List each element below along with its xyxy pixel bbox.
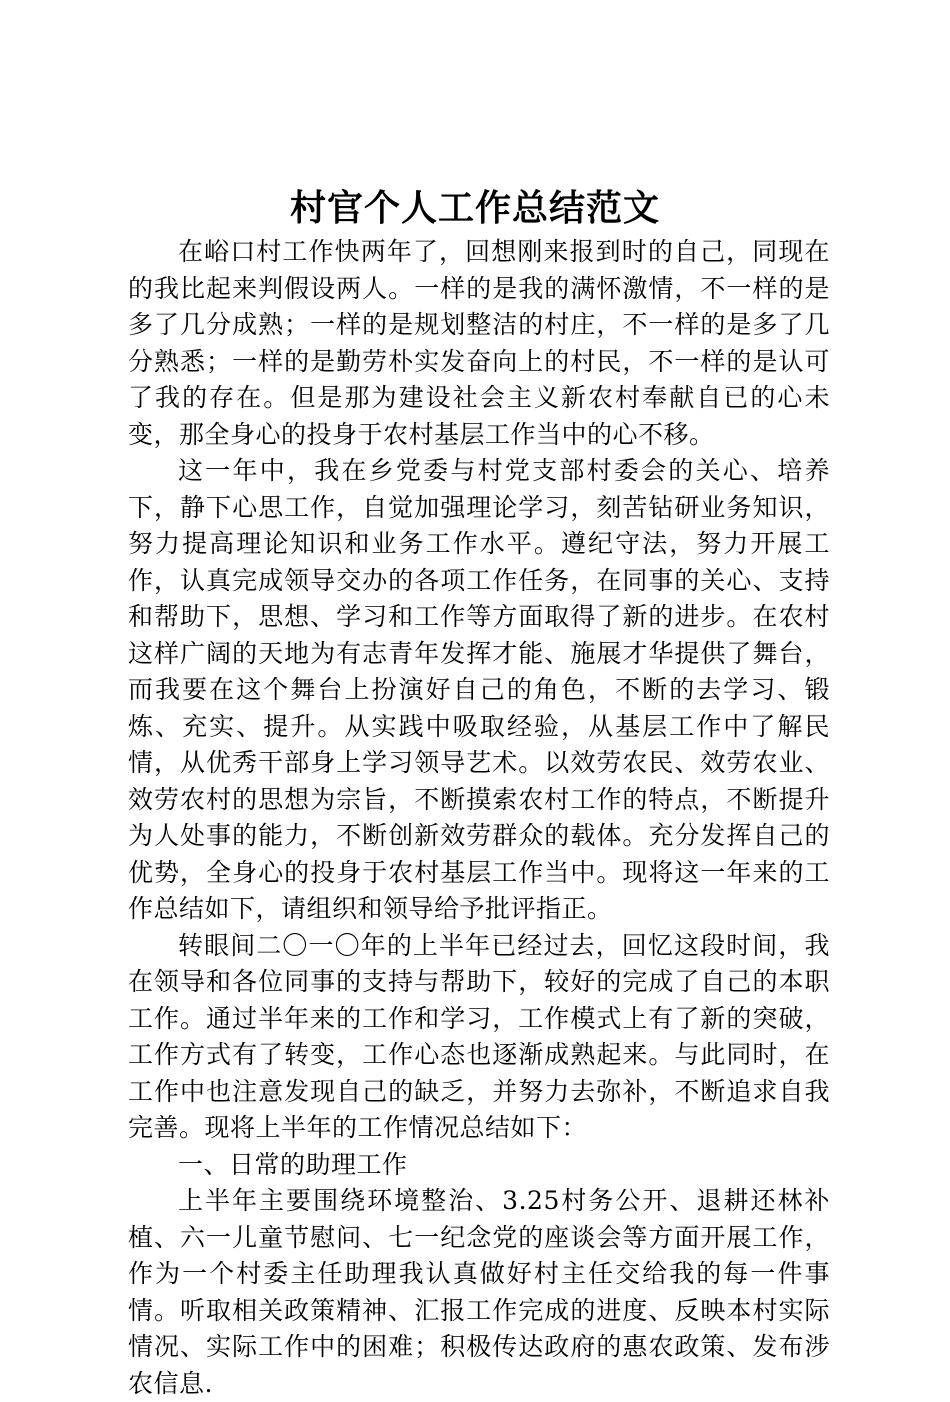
section-heading-daily-work: 一、日常的助理工作 bbox=[178, 1149, 408, 1179]
paragraph-intro: 在峪口村工作快两年了，回想刚来报到时的自己，同现在的我比起来判假设两人。一样的是我的满怀激情，不一样的是多了几分成熟；一样的是规划整洁的村庄，不一样的是多了几分熟悉；一样的是勤劳朴实发奋向上的村民，不一样的是认可了我的存在。但是那为建设社会主义新农村奉献自已的心未变，那全身心的投身于农村基层工作当中的心不移。 bbox=[128, 237, 830, 449]
document-body bbox=[128, 234, 830, 1402]
paragraph-year-review: 这一年中，我在乡党委与村党支部村委会的关心、培养下，静下心思工作，自觉加强理论学习，刻苦钻研业务知识，努力提高理论知识和业务工作水平。遵纪守法，努力开展工作，认真完成领导交办的各项工作任务，在同事的关心、支持和帮助下，思想、学习和工作等方面取得了新的进步。在农村这样广阔的天地为有志青年发挥才能、施展才华提供了舞台，而我要在这个舞台上扮演好自己的角色，不断的去学习、锻炼、充实、提升。从实践中吸取经验，从基层工作中了解民情，从优秀干部身上学习领导艺术。以效劳农民、效劳农业、效劳农村的思想为宗旨，不断摸索农村工作的特点，不断提升为人处事的能力，不断创新效劳群众的载体。充分发挥自己的优势，全身心的投身于农村基层工作当中。现将这一年来的工作总结如下，请组织和领导给予批评指正。 bbox=[128, 456, 830, 923]
paragraph-half-year: 转眼间二〇一〇年的上半年已经过去，回忆这段时间，我在领导和各位同事的支持与帮助下，较好的完成了自己的本职工作。通过半年来的工作和学习，工作模式上有了新的突破，工作方式有了转变，工作心态也逐渐成熟起来。与此同时，在工作中也注意发现自己的缺乏，并努力去弥补，不断追求自我完善。现将上半年的工作情况总结如下： bbox=[128, 930, 830, 1142]
document-title: 村官个人工作总结范文 bbox=[289, 187, 660, 229]
paragraph-daily-work: 上半年主要围绕环境整治、3.25村务公开、退耕还林补植、六一儿童节慰问、七一纪念党的座谈会等方面开展工作，作为一个村委主任助理我认真做好村主任交给我的每一件事情。听取相关政策精神、汇报工作完成的进度、反映本村实际情况、实际工作中的困难；积极传达政府的惠农政策、发布涉农信息. bbox=[128, 1186, 830, 1398]
